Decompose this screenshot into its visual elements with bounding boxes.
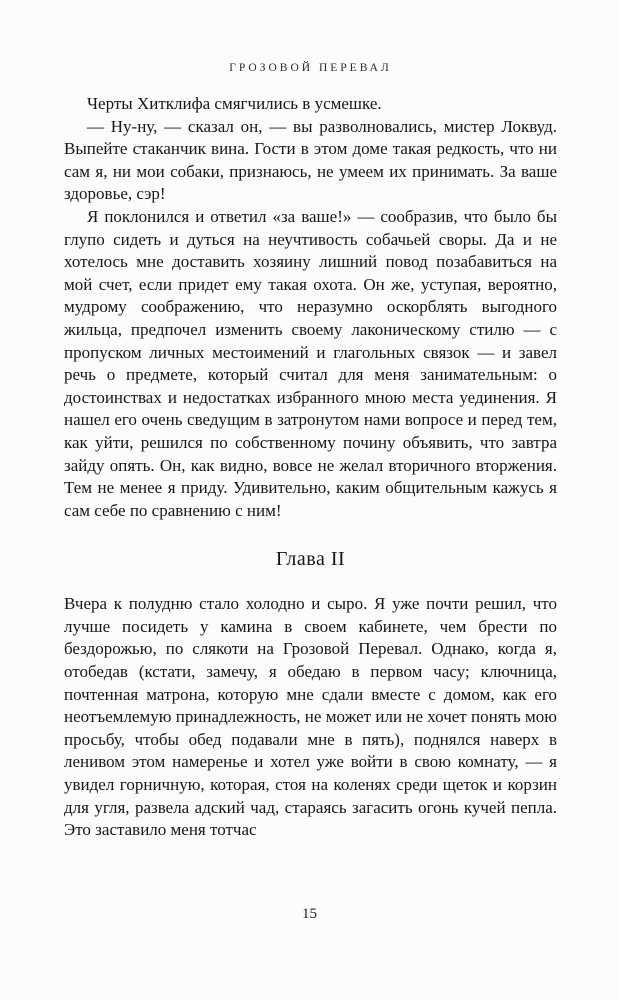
paragraph: Я поклонился и ответил «за ваше!» — сообразив, что было бы глупо сидеть и дуться на неучтивость собачьей своры. Да и не хотелось мне доставить хозяину лишний повод позабавиться на мой счет, если придет ему такая охота. Он же, уступая, вероятно, мудрому соображению, что неразумно оскорблять выгодного жильца, предпочел изменить своему лаконическому стилю — с пропуском личных местоимений и глагольных связок — и завел речь о предмете, который считал для меня занимательным: о достоинствах и недостатках избранного мною места уединения. Я нашел его очень сведущим в затронутом нами вопросе и перед тем, как уйти, решился по собственному почину объявить, что завтра зайду опять. Он, как видно, вовсе не желал вторичного вторжения. Тем не менее я приду. Удивительно, каким общительным кажусь я сам себе по сравнению с ним!: [64, 206, 557, 520]
chapter-heading: Глава II: [275, 548, 346, 571]
paragraph: — Ну-ну, — сказал он, — вы разволновались, мистер Локвуд. Выпейте стаканчик вина. Гости в этом доме такая редкость, что ни сам я, ни мои собаки, признаюсь, не умеем их принимать. За ваше здоровье, сэр!: [64, 116, 557, 204]
chapter-two-text: [64, 593, 557, 842]
paragraph: Черты Хитклифа смягчились в усмешке.: [87, 94, 382, 113]
running-header: ГРОЗОВОЙ ПЕРЕВАЛ: [229, 62, 392, 74]
paragraph: Вчера к полудню стало холодно и сыро. Я уже почти решил, что лучше посидеть у камина в своем кабинете, чем брести по бездорожью, по слякоти на Грозовой Перевал. Однако, когда я, отобедав (кстати, замечу, я обедаю в первом часу; ключница, почтенная матрона, которую мне сдали вместе с домом, как его неотъемлемую принадлежность, не может или не хочет понять мою просьбу, чтобы обед подавали мне в пять), поднялся наверх в ленивом этом намеренье и хотел уже войти в свою комнату, — я увидел горничную, которая, стоя на коленях среди щеток и корзин для угля, развела адский чад, стараясь загасить огонь кучей пепла. Это заставило меня тотчас: [64, 594, 557, 840]
chapter-one-text: [64, 93, 557, 522]
page-number: 15: [302, 906, 317, 922]
